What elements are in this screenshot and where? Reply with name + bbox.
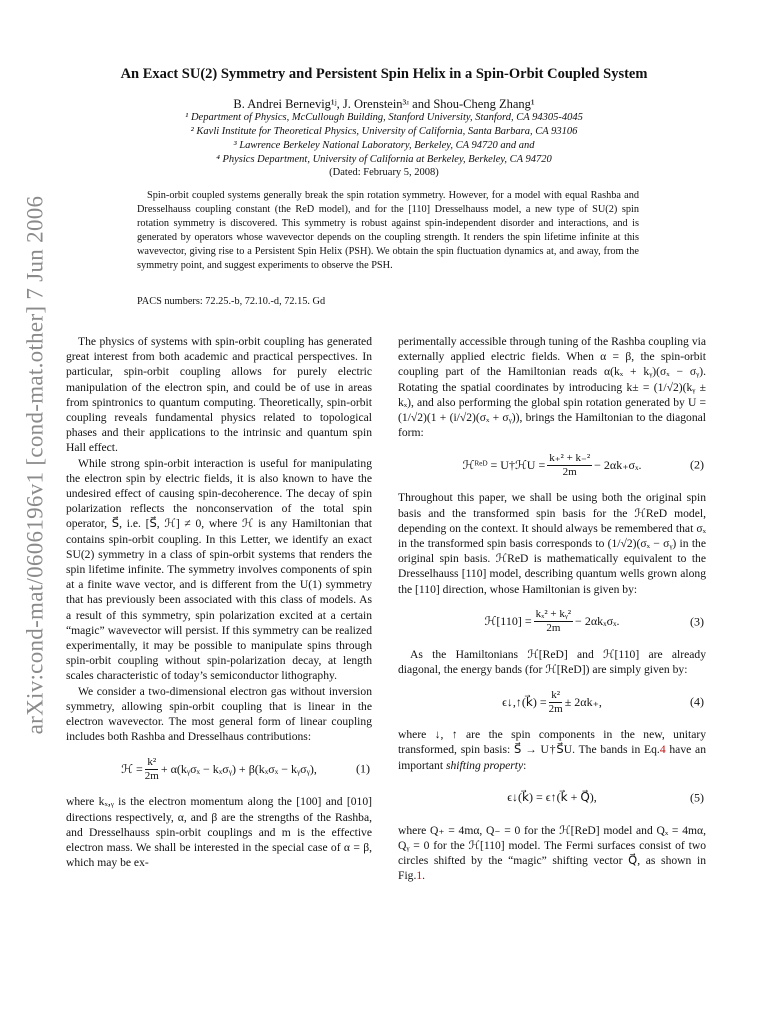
left-column [66, 334, 372, 871]
arxiv-identifier-stamp [20, 175, 50, 755]
paragraph-shifting: where ↓, ↑ are the spin components in the new, unitary transformed, spin basis: S⃗ → U†S⃗U. The bands in Eq.4 have an important shifting property: [398, 728, 706, 772]
equation-2: ℋᴿᵉᴰ = U†ℋU = $\frac{\text{k₊² + k₋²}}{2m}$ − 2αk₊σₓ. (2) [462, 451, 704, 478]
equation-reference-link[interactable]: 4 [659, 743, 666, 757]
paragraph-definitions: where kₓ,ᵧ is the electron momentum along the [100] and [010] directions respectively, α, and β are the strengths of the Rashba, and Dresselhauss spin-orbit couplings and m is the effective electron mass. We shall be interested in the special case of α = β, which may be ex- [66, 795, 372, 870]
paragraph-decoherence: While strong spin-orbit interaction is useful for manipulating the electron spin by electric fields, it is also known to have the undesired effect of causing spin-decoherence. The decay of spin polarization reflects the nonconservation of the total spin operator, S⃗, i.e. [S⃗, ℋ] ≠ 0, where ℋ is any Hamiltonian that contains spin-orbit coupling. In this Letter, we identify an exact SU(2) symmetry in a class of spin-orbit systems that renders the spin lifetime infinite. The symmetry involves components of spin at a finite wave vector, and is different from the U(1) symmetry that has previously been associated with this class of models. As a result of this symmetry, spin polarization excited at a certain “magic” wavevector will persist. If this symmetry can be realized experimentally, it may be possible to manipulate spins through spin-orbit coupling without spin-polarization decay, at length scales characteristic of today’s semiconductor lithography. [66, 456, 372, 683]
abstract: Spin-orbit coupled systems generally break the spin rotation symmetry. However, for a model with equal Rashba and Dresselhauss coupling constant (the ReD model), and for the [110] Dresselhauss model, a new type of SU(2) spin rotation symmetry is discovered. This symmetry is robust against spin-independent disorder and interactions, and is generated by operators whose wavevector depends on the coupling strength. It renders the spin lifetime infinite at this wavevector, giving rise to a Persistent Spin Helix (PSH). We obtain the spin fluctuation dynamics at, and away, from the symmetry point, and suggest experiments to observe the PSH. [137, 190, 639, 272]
paragraph-bands: As the Hamiltonians ℋ[ReD] and ℋ[110] are already diagonal, the energy bands (for ℋ[ReD]) are simply given by: [398, 647, 706, 677]
date-line: (Dated: February 5, 2008) [329, 167, 439, 178]
pacs-numbers: PACS numbers: 72.25.-b, 72.10.-d, 72.15. Gd [137, 296, 326, 307]
equation-4: ϵ↓,↑(k⃗) = $\frac{\text{k²}}{2m}$ ± 2αk₊, (4) [502, 688, 704, 715]
equation-3-fraction: $\frac{\text{kₓ² + kᵧ²}}{2m}$ [535, 608, 572, 635]
affiliation-4: ⁴ Physics Department, University of California at Berkeley, Berkeley, CA 94720 [216, 154, 552, 165]
equation-2-fraction: $\frac{\text{k₊² + k₋²}}{2m}$ [549, 451, 591, 478]
paper-title: An Exact SU(2) Symmetry and Persistent Spin Helix in a Spin-Orbit Coupled System [120, 66, 648, 82]
affiliation-1: ¹ Department of Physics, McCullough Building, Stanford University, Stanford, CA 94305-4045 [185, 112, 583, 123]
equation-3: ℋ[110] = $\frac{\text{kₓ² + kᵧ²}}{2m}$ − 2αkₓσₓ. (3) [484, 608, 704, 635]
paragraph-model: We consider a two-dimensional electron gas without inversion symmetry, allowing spin-orbit coupling that is linear in the electron wavevector. The most general form of linear coupling includes both Rashba and Dresselhaus contributions: [66, 684, 372, 744]
arxiv-id-text: arXiv:cond-mat/0606196v1 [cond-mat.other] 7 Jun 2006 [22, 195, 47, 735]
equation-3-number: (3) [690, 614, 704, 629]
equation-1: ℋ = $\frac{\text{k²}}{2m}$ + α(kᵧσₓ − kₓσᵧ) + β(kₓσₓ − kᵧσᵧ), (1) [121, 755, 370, 782]
equation-5-number: (5) [690, 790, 704, 805]
affiliation-3: ³ Lawrence Berkeley National Laboratory, Berkeley, CA 94720 and and [233, 140, 535, 151]
author-list: B. Andrei Bernevig¹ʲ, J. Orenstein³ʴ and Shou-Cheng Zhang¹ [233, 97, 535, 111]
figure-reference-link[interactable]: 1 [416, 869, 423, 883]
affiliations [60, 111, 708, 167]
equation-1-number: (1) [356, 761, 370, 776]
paragraph-fermi-surfaces: where Q₊ = 4mα, Q₋ = 0 for the ℋ[ReD] model and Qₓ = 4mα, Qᵧ = 0 for the ℋ[110] model. The Fermi surfaces consist of two circles shifted by the “magic” shifting vector Q⃗, as shown in Fig.1. [398, 823, 706, 883]
equation-5: ϵ↓(k⃗) = ϵ↑(k⃗ + Q⃗), (5) [507, 790, 704, 805]
paragraph-rotation: perimentally accessible through tuning of the Rashba coupling via externally applied electric fields. When α = β, the spin-orbit coupling part of the Hamiltonian reads α(kₓ + kᵧ)(σₓ − σᵧ). Rotating the spatial coordinates by introducing k± = (1/√2)(kᵧ ± kₓ), and also performing the global spin rotation generated by U = (1/√2)(1 + (i/√2)(σₓ + σᵧ)), brings the Hamiltonian to the diagonal form: [398, 335, 706, 440]
affiliation-2: ² Kavli Institute for Theoretical Physics, University of California, Santa Barbara, CA 93106 [190, 126, 578, 137]
right-column [398, 334, 706, 884]
paragraph-intro: The physics of systems with spin-orbit coupling has generated great interest from both academic and practical perspectives. In particular, spin-orbit coupling allows for purely electric manipulation of the electron spin, and could be of use in areas from spintronics to quantum computing. Theoretically, spin-orbit coupling reveals fundamental physics related to topological phases and their applications to the intrinsic and quantum spin Hall effect. [66, 335, 372, 455]
equation-1-fraction: $\frac{\text{k²}}{2m}$ [144, 755, 159, 782]
equation-4-number: (4) [690, 694, 704, 709]
equation-4-fraction: $\frac{\text{k²}}{2m}$ [548, 688, 563, 715]
paragraph-basis: Throughout this paper, we shall be using both the original spin basis and the transformed spin basis for the ℋReD model, depending on the context. It should always be remembered that σₓ in the transformed spin basis corresponds to (1/√2)(σₓ − σᵧ) in the original spin basis. ℋReD is mathematically equivalent to the Dresselhauss [110] model, describing quantum wells grown along the [110] direction, whose Hamiltonian is given by: [398, 491, 706, 596]
equation-2-number: (2) [690, 457, 704, 472]
